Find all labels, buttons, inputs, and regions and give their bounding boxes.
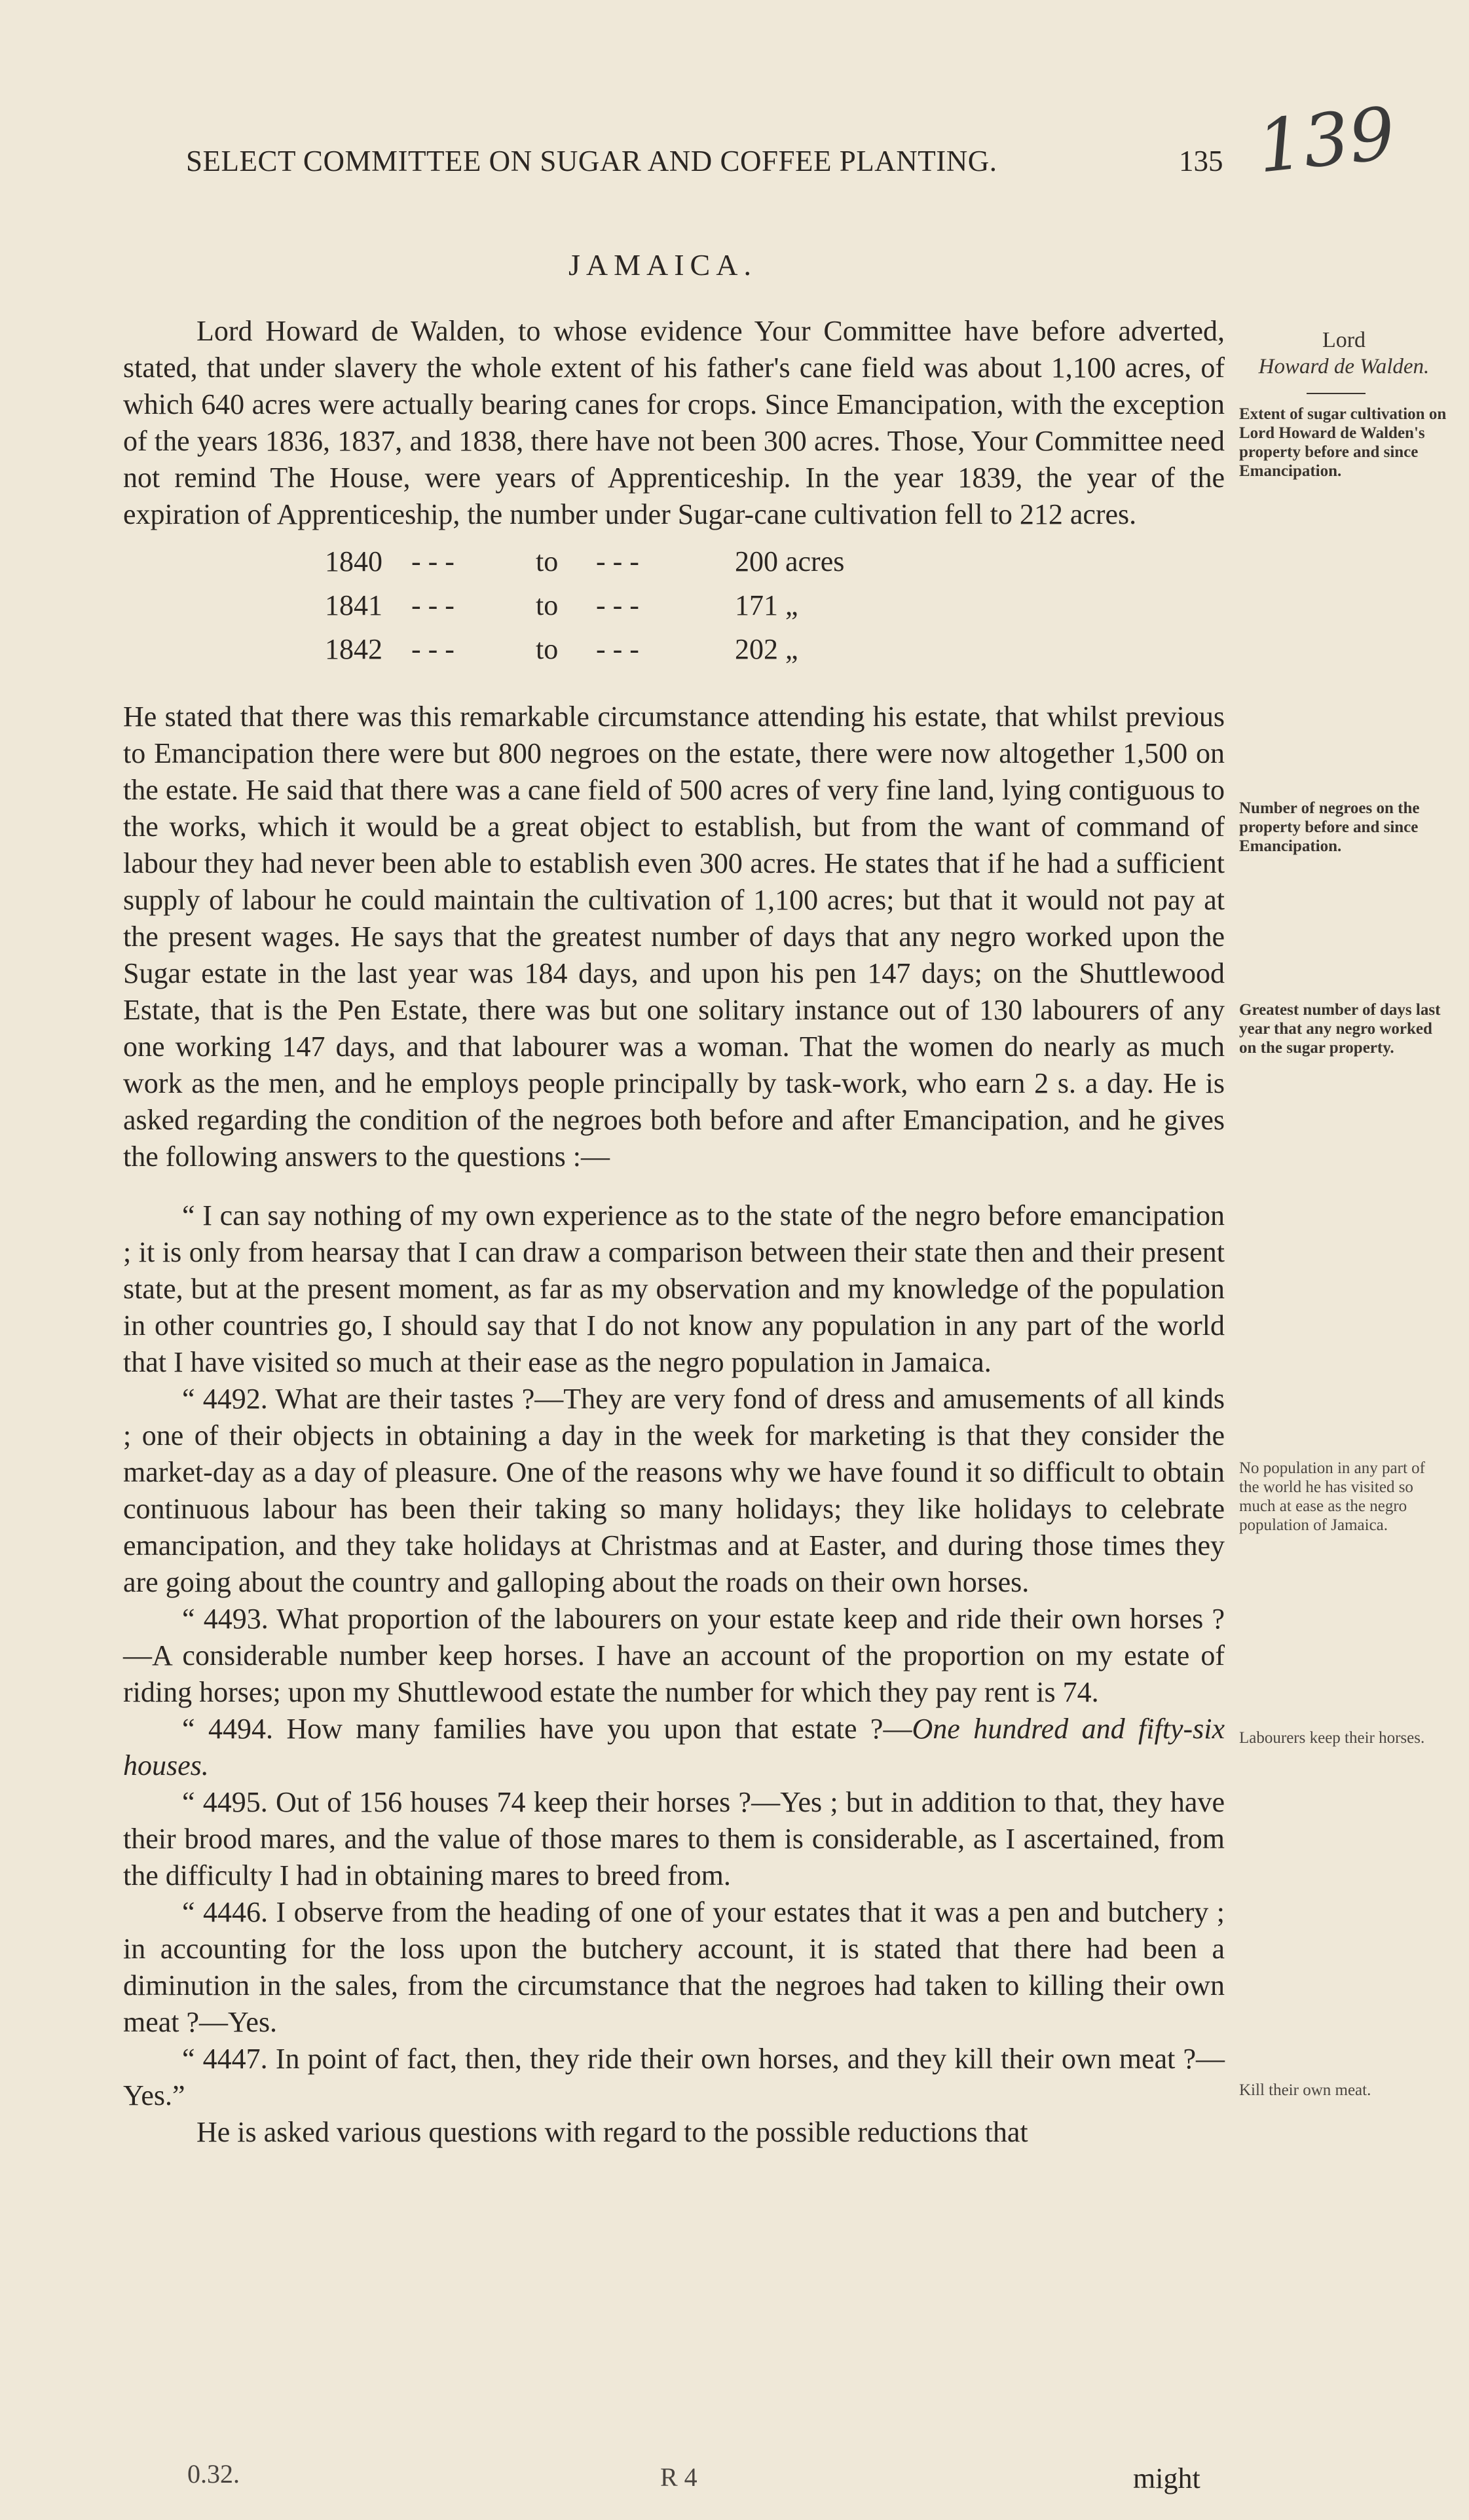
leader-dashes: - - - <box>411 633 455 665</box>
quote-paragraph: “ 4492. What are their tastes ?—They are very fond of dress and amusements of all kinds ; one of their objects in obtaining a day in the week for marketing is that they consider the market-day as a day of pleasure. One of the reasons why we have found it so difficult to obtain continuous labour has been their taking so many holidays; they like holidays to celebrate emancipation, and they take holidays at Christmas and at Easter, and during those times they are going about the country and galloping about the roads on their own horses. <box>123 1383 1225 1598</box>
margin-note-speaker <box>1239 327 1449 380</box>
to-word: to <box>536 589 559 621</box>
quote-paragraph: “ 4495. Out of 156 houses 74 keep their horses ?—Yes ; but in addition to that, they have their brood mares, and the value of those mares to them is considerable, as I ascertained, from the difficulty I had in obtaining mares to breed from. <box>123 1786 1225 1891</box>
acres-cell: 171 „ <box>735 589 798 621</box>
main-text <box>123 313 1225 2151</box>
quote-paragraph-4494 <box>123 1711 1225 1784</box>
quote-question: “ 4494. How many families have you upon that estate ?— <box>182 1713 912 1745</box>
page-number: 135 <box>1179 145 1223 177</box>
footer-left-mark: 0.32. <box>187 2459 240 2489</box>
quote-answer: One hundred and fifty-six houses. <box>123 1713 1225 1781</box>
years-row <box>325 631 1225 675</box>
margin-note-kill: Kill their own meat. <box>1239 2081 1371 2099</box>
to-word: to <box>536 545 559 577</box>
running-head: SELECT COMMITTEE ON SUGAR AND COFFEE PLANTING. <box>186 145 997 177</box>
acres-cell: 202 „ <box>735 633 798 665</box>
year-cell: 1840 <box>325 545 382 577</box>
margin-lord-title: Lord <box>1322 328 1366 352</box>
margin-note-negroes: Number of negroes on the property before and since Emancipation. <box>1239 799 1420 855</box>
paragraph-1: Lord Howard de Walden, to whose evidence Your Committee have before adverted, stated, that under slavery the whole extent of his father's cane field was about 1,100 acres, of which 640 acres were actually bearing canes for crops. Since Emancipation, with the exception of the years 1836, 1837, and 1838, there have not been 300 acres. Those, Your Committee need not remind The House, were years of Apprenticeship. In the year 1839, the year of the expiration of Apprenticeship, the number under Sugar-cane cultivation fell to 212 acres. <box>123 315 1225 530</box>
margin-note-extent: Extent of sugar cultivation on Lord Howard de Walden's property before and since Emancipation. <box>1239 405 1447 480</box>
leader-dashes: - - - <box>596 589 639 621</box>
quote-paragraph: “ I can say nothing of my own experience as to the state of the negro before emancipation ; it is only from hearsay that I can draw a comparison between their state then and their present state, but at the present moment, as far as my observation and my knowledge of the population in other countries go, I should say that I do not know any population in any part of the world that I have visited so much at their ease as the negro population in Jamaica. <box>123 1199 1225 1378</box>
margin-note-labourers: Labourers keep their horses. <box>1239 1729 1425 1747</box>
margin-rule <box>1307 393 1366 394</box>
leader-dashes: - - - <box>411 589 455 621</box>
year-cell: 1842 <box>325 633 382 665</box>
handwritten-folio-number: 139 <box>1253 91 1400 189</box>
margin-note-days: Greatest number of days last year that any negro worked on the sugar property. <box>1239 1001 1441 1057</box>
margin-lord-name: Howard de Walden. <box>1258 355 1430 378</box>
paragraph-2: He stated that there was this remarkable circumstance attending his estate, that whilst previous to Emancipation there were but 800 negroes on the estate, there were now altogether 1,500 on the estate. He said that there was a cane field of 500 acres of very fine land, lying contiguous to the works, which it would be a great object to establish, but from the want of command of labour they had never been able to establish even 300 acres. He states that if he had a sufficient supply of labour he could maintain the cultivation of 1,100 acres; but that it would not pay at the present wages. He says that the greatest number of days that any negro worked upon the Sugar estate in the last year was 184 days, and upon his pen 147 days; on the Shuttlewood Estate, that is the Pen Estate, there was but one solitary instance out of 130 labourers of any one working 147 days, and that labourer was a woman. That the women do nearly as much work as the men, and he employs people principally by task-work, who earn 2 s. a day. He is asked regarding the condition of the negroes both before and after Emancipation, and he gives the following answers to the questions :— <box>123 701 1225 1173</box>
section-title: JAMAICA. <box>568 248 757 282</box>
year-cell: 1841 <box>325 589 382 621</box>
evidence-quotes <box>123 1197 1225 2114</box>
acres-cell: 200 acres <box>735 545 845 577</box>
years-table <box>325 543 1225 675</box>
leader-dashes: - - - <box>596 633 639 665</box>
years-row <box>325 543 1225 587</box>
quote-paragraph: “ 4447. In point of fact, then, they ride their own horses, and they kill their own meat ?—Yes.” <box>123 2043 1225 2111</box>
quote-paragraph: “ 4446. I observe from the heading of one of your estates that it was a pen and butchery ; in accounting for the loss upon the butchery account, it is stated that there had been a diminution in the sales, from the circumstance that the negroes had taken to killing their own meat ?—Yes. <box>123 1896 1225 2038</box>
leader-dashes: - - - <box>411 545 455 577</box>
closing-line: He is asked various questions with regard to the possible reductions that <box>196 2116 1028 2148</box>
years-row <box>325 587 1225 631</box>
to-word: to <box>536 633 559 665</box>
leader-dashes: - - - <box>596 545 639 577</box>
quote-paragraph: “ 4493. What proportion of the labourers on your estate keep and ride their own horses ?—A considerable number keep horses. I have an account of the proportion on my estate of riding horses; upon my Shuttlewood estate the number for which they pay rent is 74. <box>123 1603 1225 1708</box>
catchword: might <box>1133 2462 1200 2494</box>
footer-signature-mark: R 4 <box>660 2462 697 2492</box>
margin-note-population: No population in any part of the world he has visited so much at ease as the negro population of Jamaica. <box>1239 1459 1425 1534</box>
